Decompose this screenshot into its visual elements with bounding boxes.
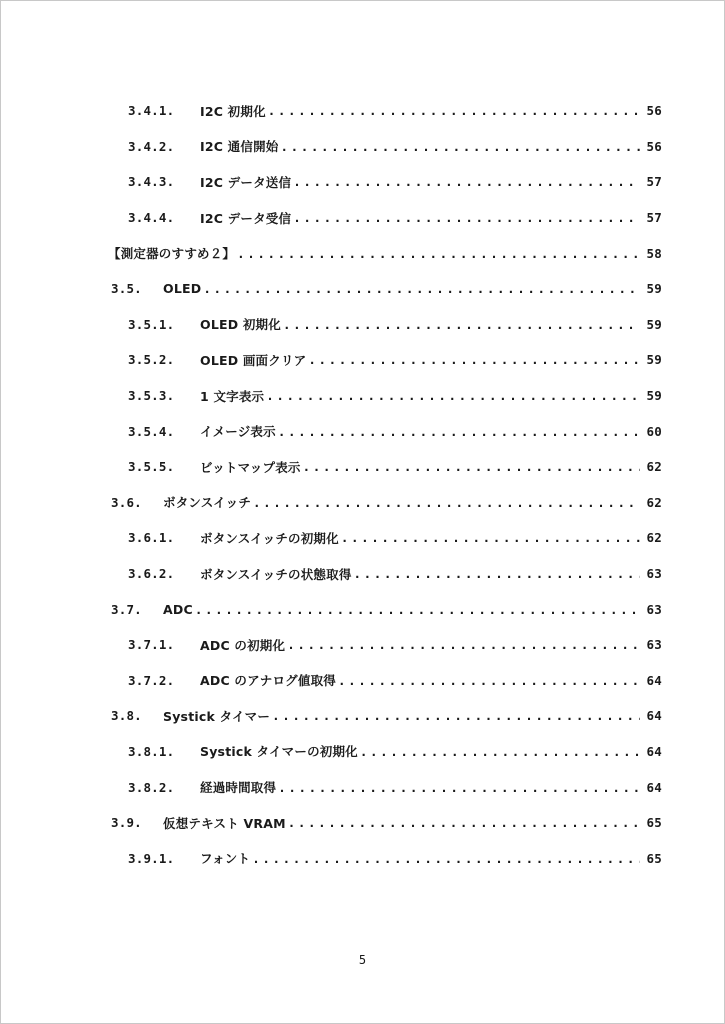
dot-leader [308,352,640,367]
toc-entry-number: 3.6.2. [128,566,175,582]
toc-entry-title: I2C 通信開始 [200,139,279,155]
toc-entry-number: 3.6.1. [128,530,175,546]
dot-leader [293,174,640,189]
toc-entry[interactable] [1,769,724,805]
dot-leader [237,246,640,261]
toc-entry[interactable] [1,271,724,307]
toc-entry-title: 経過時間取得 [200,780,277,796]
toc-entry[interactable] [1,449,724,485]
table-of-contents [1,93,724,876]
dot-leader [360,744,640,759]
toc-entry[interactable] [1,556,724,592]
toc-entry-title: I2C データ受信 [200,210,292,226]
toc-entry-number: 3.4.2. [128,138,175,154]
toc-entry[interactable] [1,591,724,627]
toc-entry-number: 3.5.3. [128,388,175,404]
toc-entry-number: 3.5.5. [128,459,175,475]
toc-entry[interactable] [1,840,724,876]
toc-entry-number: 3.4.1. [128,103,175,119]
toc-entry-page: 64 [646,708,662,724]
toc-entry[interactable] [1,378,724,414]
dot-leader [266,388,640,403]
toc-entry-number: 3.8.2. [128,779,175,795]
dot-leader [195,602,640,617]
toc-entry-page: 59 [646,281,662,297]
dot-leader [341,530,640,545]
toc-entry-page: 59 [646,388,662,404]
toc-entry-title: ADC の初期化 [200,637,286,653]
dot-leader [283,317,640,332]
toc-entry-page: 62 [646,530,662,546]
toc-entry-title: I2C データ送信 [200,174,292,190]
toc-entry-title: Systick タイマーの初期化 [200,744,358,760]
toc-entry[interactable] [1,235,724,271]
toc-entry-page: 59 [646,352,662,368]
dot-leader [287,637,640,652]
toc-entry[interactable] [1,485,724,521]
toc-entry-title: 【測定器のすすめ２】 [108,246,236,262]
toc-entry-title: ADC [163,601,193,617]
toc-entry-page: 65 [646,815,662,831]
dot-leader [338,673,640,688]
toc-entry[interactable] [1,164,724,200]
toc-entry-title: ビットマップ表示 [200,459,301,475]
toc-entry-title: イメージ表示 [200,424,276,440]
toc-entry-number: 3.7.2. [128,672,175,688]
toc-entry-number: 3.8. [111,708,142,724]
toc-entry-page: 57 [646,210,662,226]
toc-entry-title: OLED [163,281,202,297]
toc-entry-page: 64 [646,672,662,688]
toc-entry-page: 59 [646,316,662,332]
toc-entry-number: 3.4.3. [128,174,175,190]
toc-entry-title: ボタンスイッチの状態取得 [200,566,352,582]
toc-entry-page: 65 [646,850,662,866]
toc-entry-number: 3.5.4. [128,423,175,439]
toc-entry-page: 57 [646,174,662,190]
toc-entry[interactable] [1,307,724,343]
toc-entry-title: ボタンスイッチ [163,495,252,511]
toc-entry-title: ADC のアナログ値取得 [200,673,336,689]
dot-leader [280,139,640,154]
toc-entry-title: OLED 画面クリア [200,352,307,368]
toc-entry-page: 62 [646,494,662,510]
dot-leader [272,708,640,723]
toc-entry-title: 1 文字表示 [200,388,265,404]
toc-entry[interactable] [1,698,724,734]
toc-entry-page: 64 [646,743,662,759]
toc-entry[interactable] [1,129,724,165]
dot-leader [203,281,640,296]
toc-entry-page: 58 [646,245,662,261]
toc-entry-number: 3.5. [111,281,142,297]
toc-entry-title: Systick タイマー [163,708,271,724]
dot-leader [252,851,640,866]
toc-entry-number: 3.7.1. [128,637,175,653]
toc-entry-page: 56 [646,103,662,119]
dot-leader [268,103,640,118]
toc-entry-title: OLED 初期化 [200,317,281,333]
toc-entry[interactable] [1,342,724,378]
toc-entry-title: ボタンスイッチの初期化 [200,530,339,546]
toc-entry-page: 63 [646,566,662,582]
toc-entry[interactable] [1,520,724,556]
dot-leader [278,424,640,439]
toc-entry-page: 56 [646,138,662,154]
toc-entry-number: 3.5.2. [128,352,175,368]
toc-entry-page: 63 [646,637,662,653]
dot-leader [278,780,640,795]
toc-entry-page: 63 [646,601,662,617]
toc-entry-page: 64 [646,779,662,795]
toc-entry-number: 3.6. [111,494,142,510]
toc-entry-title: フォント [200,851,251,867]
page-number: 5 [358,953,367,967]
toc-entry[interactable] [1,627,724,663]
toc-entry-number: 3.7. [111,601,142,617]
dot-leader [253,495,640,510]
toc-entry-number: 3.9. [111,815,142,831]
toc-entry-number: 3.9.1. [128,850,175,866]
toc-entry-page: 62 [646,459,662,475]
toc-entry-number: 3.8.1. [128,743,175,759]
dot-leader [288,815,640,830]
toc-entry[interactable] [1,805,724,841]
toc-entry[interactable] [1,200,724,236]
dot-leader [293,210,640,225]
toc-entry-number: 3.5.1. [128,316,175,332]
toc-entry-title: 仮想テキスト VRAM [163,815,286,831]
toc-entry[interactable] [1,413,724,449]
toc-entry[interactable] [1,734,724,770]
toc-entry[interactable] [1,663,724,699]
dot-leader [303,459,640,474]
toc-entry-number: 3.4.4. [128,210,175,226]
toc-entry-page: 60 [646,423,662,439]
toc-entry[interactable] [1,93,724,129]
toc-entry-title: I2C 初期化 [200,103,266,119]
dot-leader [354,566,640,581]
